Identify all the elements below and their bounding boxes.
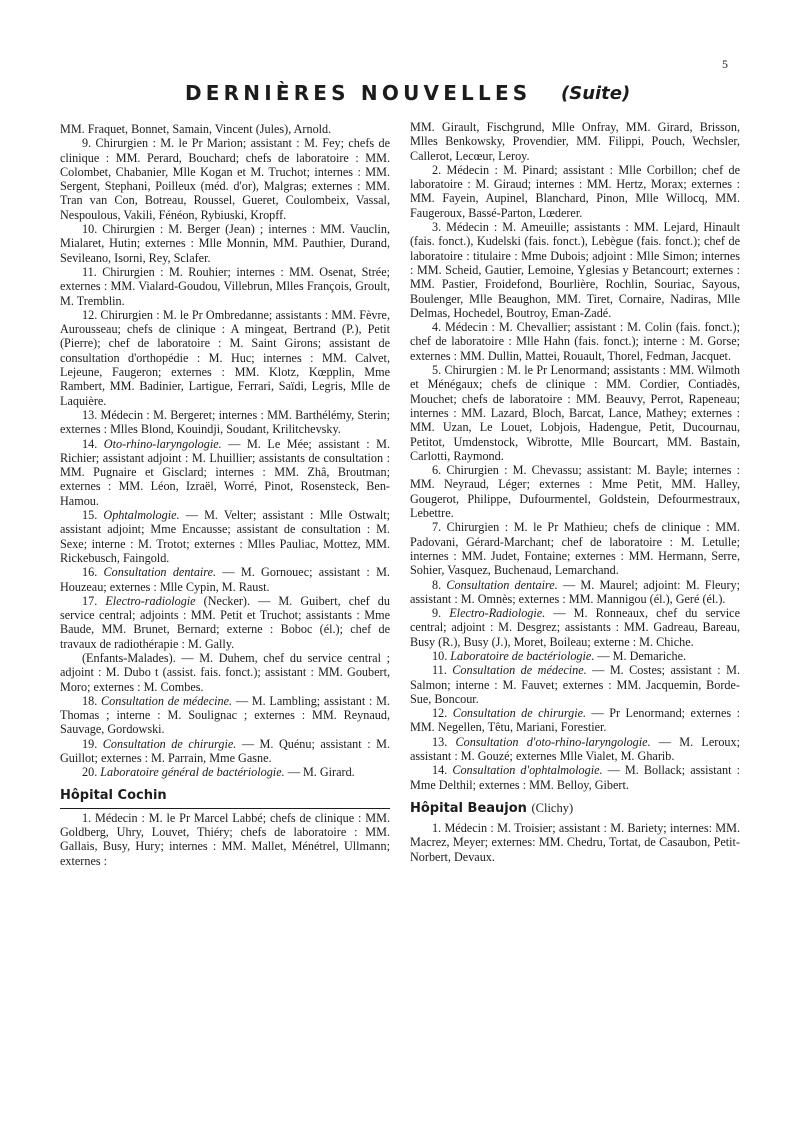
paragraph-heading: Consultation dentaire.: [446, 577, 558, 592]
paragraph: [60, 408, 390, 437]
paragraph-text: M. le Pr Mathieu; chefs de clinique : MM. Padovani, Gérard-Marchant; chef de laboratoire : M. Letulle; internes : MM. Judet, Fontaine; externes : MM. Hermann, Serre, Sohier, Vasquez, Buchenaud, Lemarchand.: [410, 520, 740, 578]
paragraph-lead: 20.: [82, 765, 101, 780]
paragraph-text: — Pr Lenormand; externes : MM. Negellen, Têtu, Mariani, Forestier.: [410, 706, 740, 735]
paragraph-lead: 16.: [82, 565, 104, 580]
paragraph-text: (Enfants-Malades). — M. Duhem, chef du service central ; adjoint : M. Dubo t (assist. fais. fonct.); assistant : MM. Goubert, Moro; externes : M. Combes.: [60, 650, 390, 694]
paragraph-lead: 5. Chirurgien :: [432, 363, 508, 378]
paragraph: [60, 811, 390, 868]
paragraph: [410, 663, 740, 706]
paragraph-text: (Necker). — M. Guibert, chef du service central; adjoints : MM. Petit et Truchot; assistants : Mme Baude, MM. Brunet, Bernard; externe : Boboc (él.); chef de travaux de radiothérapie : M. Gally.: [60, 593, 390, 651]
paragraph: [410, 821, 740, 864]
paragraph-heading: Consultation de chirurgie.: [102, 736, 237, 751]
paragraph: [410, 220, 740, 320]
paragraph-text: — M. Costes; assistant : M. Salmon; interne : M. Fauvet; externes : MM. Jacquemin, Borde-Sue, Boncour.: [410, 663, 740, 706]
paragraph-heading: Consultation d'oto-rhino-laryngologie.: [455, 734, 651, 749]
paragraph-lead: 12.: [432, 706, 453, 721]
paragraph-text: — M. Quénu; assistant : M. Guillot; externes : M. Parrain, Mme Gasne.: [60, 736, 390, 766]
paragraph-lead: 15.: [82, 508, 104, 523]
paragraph-text: — M. Le Mée; assistant : M. Richier; assistant adjoint : M. Lhuillier; assistants de consultation : MM. Pugnaire et Gisclard; internes : MM. Zhâ, Broutman; externes : MM. Léon, Izraël, Worré, Pinot, Rosensteck, Ben-Hamou.: [60, 436, 390, 508]
paragraph: [410, 735, 740, 764]
paragraph-heading: Laboratoire général de bactériologie.: [100, 765, 285, 780]
paragraph: [410, 606, 740, 649]
right-paragraphs: [410, 120, 740, 792]
paragraph-heading: Consultation de chirurgie.: [452, 706, 587, 721]
paragraph: [410, 120, 740, 163]
paragraph-lead: 10.: [432, 648, 451, 663]
paragraph-text: — M. Ronneaux, chef du service central; adjoint : M. Desgrez; assistants : MM. Gadreau, Bareau, Busy (R.), Busy (J.), Moret, Boileau; externe : M. Chiche.: [410, 606, 741, 649]
header-suite: (Suite): [561, 83, 631, 104]
paragraph: [60, 737, 390, 766]
paragraph-lead: 12. Chirurgien :: [82, 307, 163, 322]
paragraph: [60, 694, 390, 737]
left-column: [60, 122, 390, 868]
paragraph-lead: 19.: [82, 736, 103, 751]
paragraph-text: — M. Gornouec; assistant : M. Houzeau; externes : Mlle Cypin, M. Raust.: [60, 565, 390, 594]
paragraph-lead: 18.: [82, 693, 101, 708]
paragraph-text: M. le Pr Marcel Labbé; chefs de clinique : MM. Goldberg, Uhry, Louvet, Thiéry; chefs de laboratoire : MM. Gallais, Busy, Hury; internes : MM. Mallet, Ménétrel, Ullmann; externes :: [60, 810, 390, 868]
paragraph-heading: Consultation de médecine.: [452, 663, 587, 678]
paragraph-text: M. Bergeret; internes : MM. Barthélémy, Sterin; externes : Mlles Blond, Kouindji, Soudant, Krilitchevsky.: [60, 407, 390, 437]
hospital-name: Hôpital Cochin: [60, 787, 167, 803]
page-header: [0, 80, 800, 110]
paragraph-lead: 2. Médecin :: [432, 162, 504, 177]
paragraph-lead: 11. Chirurgien :: [82, 264, 169, 279]
hospital-name: Hôpital Beaujon: [410, 800, 527, 816]
paragraph-text: — M. Maurel; adjoint: M. Fleury; assistant : M. Omnès; externes : MM. Mannigou (él.), Geré (él.).: [410, 577, 740, 606]
paragraph-heading: Consultation de médecine.: [101, 693, 233, 708]
paragraph: [410, 763, 740, 792]
paragraph-lead: 10. Chirurgien :: [82, 222, 169, 237]
paragraph-text: M. le Pr Lenormand; assistants : MM. Wilmoth et Ménégaux; chefs de clinique : MM. Cordier, Contiadès, Mouchet; chefs de laboratoire : MM. Beauvy, Perrot, Rapeneau; internes : MM. Lazard, Bloch, Barcat, Lance, Mathey; externes : MM. Uzan, Le Louet, Lobjois, Hadengue, Petit, Ducournau, Petitot, Umdenstock, Wibrotte, Mlle Bourcart, MM. Bastain, Carlotti, Raymond.: [410, 363, 740, 463]
paragraph-text: M. Chevallier; assistant : M. Colin (fais. fonct.); chef de laboratoire : Mlle Hahn (fais. fonct.); interne : M. Gorse; externes : MM. Dullin, Mattei, Rouault, Thorel, Fedman, Jacquet.: [410, 320, 740, 363]
paragraph: [410, 363, 740, 463]
paragraph-text: M. Pinard; assistant : Mlle Corbillon; chef de laboratoire : M. Giraud; internes : MM. Hertz, Morax; externes : MM. Fayein, Aupinel, Blanchard, Pinon, Mlle Willocq, MM. Faugeroux, Bassé-Parton, Lœderer.: [410, 162, 740, 220]
paragraph-heading: Consultation dentaire.: [103, 565, 217, 580]
paragraph: [410, 320, 740, 363]
paragraph-lead: 1. Médecin :: [82, 810, 149, 825]
page-number: 5: [722, 57, 728, 71]
paragraph: [60, 651, 390, 694]
paragraph-text: M. le Pr Ombredanne; assistants : MM. Fèvre, Aurousseau; chefs de clinique : A mingeat, Bertrand (P.), Petit (Pierre); chef de laboratoire : M. Saint Girons; assistant de consultation d'orthopédie : M. Huc; internes : MM. Calvet, Lejeune, Faugeron; externes : MM. Klotz, Kœpplin, Mme Rambert, MM. Badinier, Lartigue, Ferrari, Saïdi, Legris, Mlle de Laquière.: [60, 307, 391, 408]
paragraph-heading: Electro-radiologie: [105, 593, 196, 608]
paragraph-heading: Consultation d'ophtalmologie.: [452, 763, 603, 778]
paragraph-heading: Electro-Radiologie.: [449, 606, 546, 621]
paragraph: [60, 594, 390, 651]
paragraph-text: — M. Leroux; assistant : M. Gouzé; externes Mlle Vialet, M. Gharib.: [410, 734, 741, 764]
paragraph-lead: 13. Médecin :: [82, 407, 154, 422]
paragraph-text: — M. Girard.: [284, 765, 355, 780]
paragraph-text: — M. Bollack; assistant : Mme Delthil; externes : MM. Belloy, Gibert.: [410, 763, 740, 792]
paragraph: [60, 565, 390, 594]
paragraph-lead: 4. Médecin :: [432, 320, 499, 335]
paragraph-text: M. Troisier; assistant : M. Bariety; internes: MM. Macrez, Meyer; externes: MM. Chedru, Tortat, de Casaubon, Petit-Norbert, Devaux.: [410, 820, 740, 864]
hospital-heading: [410, 800, 740, 817]
paragraph-text: M. Rouhier; internes : MM. Osenat, Strée; externes : MM. Vialard-Goudou, Villebrun, Mlles François, Groult, M. Tremblin.: [60, 264, 390, 308]
paragraph: [410, 463, 740, 520]
paragraph: [60, 265, 390, 308]
paragraph-text: MM. Girault, Fischgrund, Mlle Onfray, MM. Girard, Brisson, Mlles Benkowsky, Provendier, MM. Filippi, Pouch, Wechsler, Callerot, Lecœur, Leroy.: [410, 120, 740, 163]
paragraph: [60, 222, 390, 265]
paragraph-lead: 13.: [432, 734, 456, 749]
header-title: DERNIÈRES NOUVELLES: [185, 81, 532, 105]
paragraph-lead: 7. Chirurgien :: [432, 520, 514, 535]
right-column: [410, 120, 740, 864]
paragraph-lead: 6. Chirurgien :: [432, 463, 513, 478]
paragraph-text: — M. Lambling; assistant : M. Thomas ; interne : M. Soulignac ; externes : MM. Reynaud, Sauvage, Gordowski.: [60, 693, 391, 737]
paragraph: [60, 308, 390, 408]
paragraph-lead: 11.: [432, 663, 453, 678]
paragraph-text: — M. Velter; assistant : Mlle Ostwalt; assistant adjoint; Mme Encausse; assistant de consultation : M. Sexe; interne : M. Trotot; externes : Mlles Pauliac, Mottez, MM. Rickebusch, Faingold.: [60, 508, 390, 565]
paragraph-text: M. Ameuille; assistants : MM. Lejard, Hinault (fais. fonct.), Kudelski (fais. fonct.), Lebègue (fais. fonct.); chef de laboratoire : titulaire : Mme Dubois; adjoint : Mlle Simon; internes : MM. Scheid, Gautier, Lemoine, Yglesias y Betancourt; externes : MM. Pastier, Froidefond, Bourlière, Rochlin, Souriac, Sayous, Boulenger, Mlle Beaughon, MM. Tiret, Cornaire, Nadiras, Mlle Delmas, Hochedel, Boutroy, Eman-Zadé.: [410, 220, 740, 320]
paragraph-lead: 14.: [82, 436, 104, 451]
paragraph-text: M. Chevassu; assistant: M. Bayle; internes : MM. Neyraud, Léger; externes : Mme Petit, MM. Halley, Gougerot, Philippe, Dufourmentel, Goldstein, Defourmestraux, Lebettre.: [410, 463, 740, 521]
paragraph: [410, 649, 740, 663]
paragraph: [60, 765, 390, 779]
hospital-paragraphs: [60, 811, 390, 868]
paragraph-lead: 3. Médecin :: [432, 220, 503, 235]
paragraph: [60, 437, 390, 508]
paragraph-lead: 8.: [432, 577, 447, 592]
paragraph-heading: Ophtalmologie.: [103, 508, 180, 523]
paragraph-text: M. le Pr Marion; assistant : M. Fey; chefs de clinique : MM. Perard, Bouchard; chefs de laboratoire : MM. Colombet, Chabanier, Mlle Kogan et M. Truchot; internes : MM. Sergent, Stephani, Poilleux (méd. d'or), Malgras; externes : MM. Tran van Con, Botreau, Roussel, Gueret, Coulombeix, Vassal, Nespoulous, Vakili, Fénéon, Rybiuski, Kropff.: [60, 136, 391, 222]
paragraph-text: MM. Fraquet, Bonnet, Samain, Vincent (Jules), Arnold.: [60, 122, 332, 136]
paragraph: [60, 122, 390, 136]
left-paragraphs: [60, 122, 390, 780]
paragraph: [60, 136, 390, 222]
paragraph-lead: 17.: [82, 593, 106, 608]
paragraph: [410, 578, 740, 607]
paragraph: [60, 508, 390, 565]
paragraph-text: M. Berger (Jean) ; internes : MM. Vauclin, Mialaret, Hutin; externes : Mlle Monnin, MM. Pauthier, Durand, Sevileano, Isorni, Rey, Sclafer.: [60, 222, 390, 265]
hospital-paragraphs: [410, 821, 740, 864]
paragraph-text: — M. Demariche.: [594, 648, 687, 663]
paragraph: [410, 706, 740, 735]
paragraph-heading: Oto-rhino-laryngologie.: [103, 436, 222, 451]
paragraph: [410, 163, 740, 220]
paragraph-lead: 1. Médecin :: [432, 820, 498, 835]
paragraph-lead: 14.: [432, 763, 453, 778]
paragraph-heading: Laboratoire de bactériologie.: [450, 648, 595, 663]
hospital-heading: [60, 788, 390, 804]
paragraph-lead: 9.: [432, 606, 450, 621]
paragraph: [410, 520, 740, 577]
heading-rule: [60, 808, 390, 809]
hospital-location: (Clichy): [531, 800, 574, 815]
paragraph-lead: 9. Chirurgien :: [82, 136, 161, 151]
